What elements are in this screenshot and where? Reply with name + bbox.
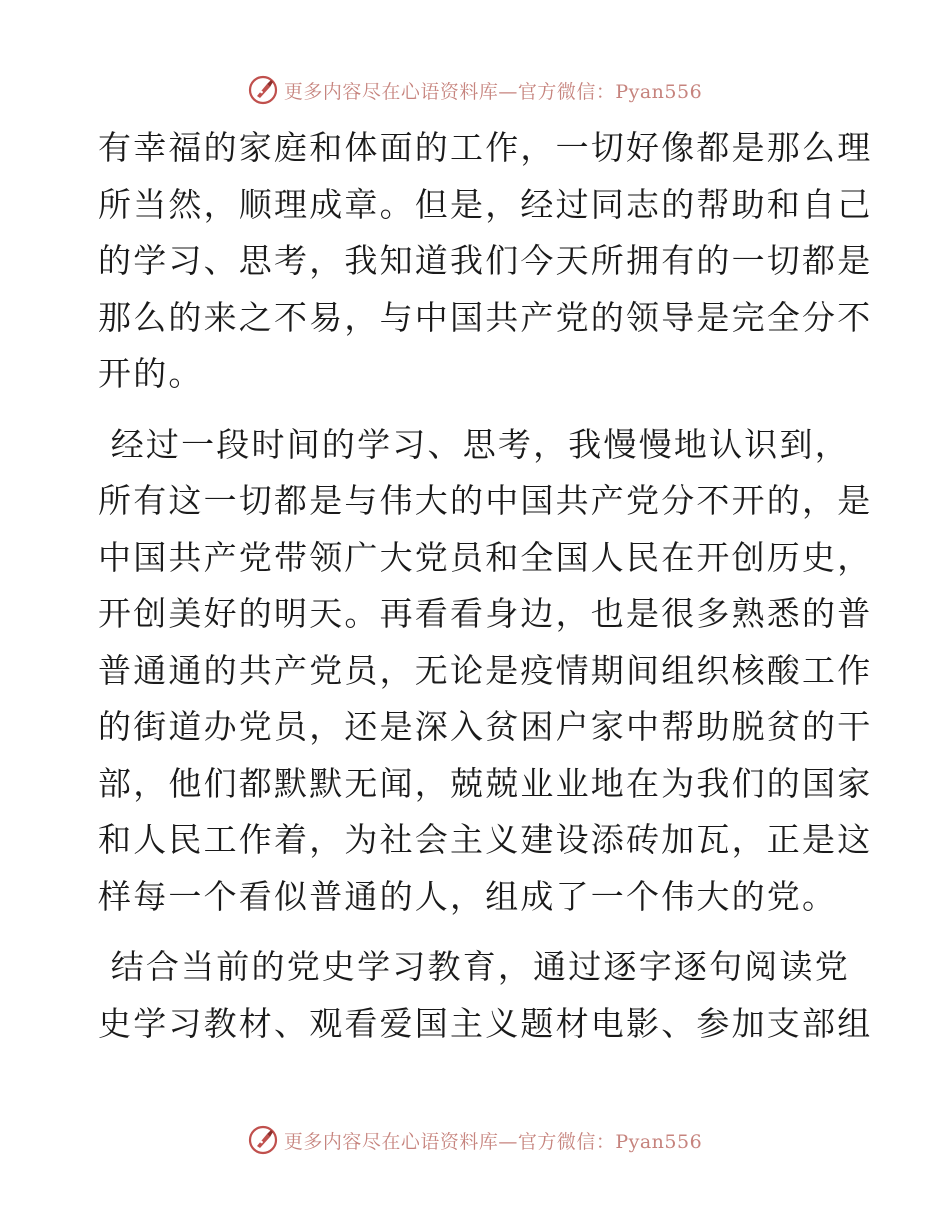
text-line: 样每一个看似普通的人，组成了一个伟大的党。 xyxy=(98,876,838,916)
text-line: 经过一段时间的学习、思考，我慢慢地认识到， xyxy=(98,424,850,464)
paragraph-2 xyxy=(98,417,873,926)
pen-nib-logo-icon xyxy=(248,1125,278,1155)
text-line: 的学习、思考，我知道我们今天所拥有的一切都是 xyxy=(98,241,873,280)
banner-text: 更多内容尽在心语资料库—官方微信：Pyan556 xyxy=(283,80,703,103)
paragraph-3 xyxy=(98,939,873,1052)
text-line: 史学习教材、观看爱国主义题材电影、参加支部组 xyxy=(98,1003,873,1043)
footer-banner xyxy=(0,1120,950,1160)
text-line: 所有这一切都是与伟大的中国共产党分不开的，是 xyxy=(98,481,873,520)
text-line: 所当然，顺理成章。但是，经过同志的帮助和自己 xyxy=(98,184,873,224)
paragraph-1 xyxy=(98,120,873,403)
text-line: 普通通的共产党员，无论是疫情期间组织核酸工作 xyxy=(98,650,873,690)
text-line: 结合当前的党史学习教育，通过逐字逐句阅读党 xyxy=(98,947,850,986)
text-line: 和人民工作着，为社会主义建设添砖加瓦，正是这 xyxy=(98,820,873,859)
document-body xyxy=(98,120,873,1052)
text-line: 那么的来之不易，与中国共产党的领导是完全分不 xyxy=(98,297,873,337)
text-line: 中国共产党带领广大党员和全国人民在开创历史， xyxy=(98,537,873,577)
text-line: 部，他们都默默无闻，兢兢业业地在为我们的国家 xyxy=(98,763,873,803)
banner-text: 更多内容尽在心语资料库—官方微信：Pyan556 xyxy=(283,1130,703,1153)
text-line: 有幸福的家庭和体面的工作，一切好像都是那么理 xyxy=(98,128,873,167)
header-banner xyxy=(0,70,950,110)
text-line: 开的。 xyxy=(98,354,204,393)
pen-nib-logo-icon xyxy=(248,75,278,105)
text-line: 开创美好的明天。再看看身边，也是很多熟悉的普 xyxy=(98,594,873,633)
text-line: 的街道办党员，还是深入贫困户家中帮助脱贫的干 xyxy=(98,707,873,746)
